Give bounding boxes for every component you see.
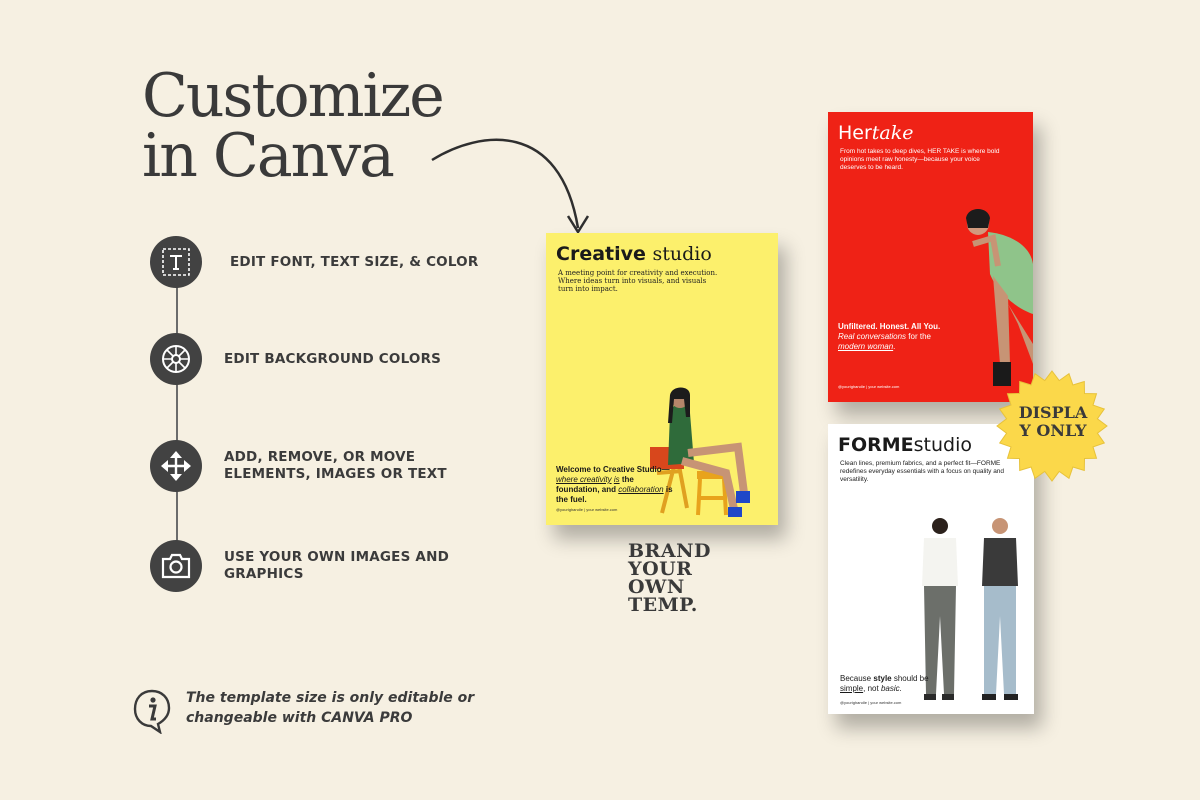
card-title [556, 243, 712, 265]
hero-title-line-1: Customize [142, 61, 443, 131]
move-arrows-icon [150, 440, 202, 492]
card-body: Clean lines, premium fabrics, and a perfect fit—FORME redefines everyday essentials with a focus on quality and versatility. [840, 460, 1005, 483]
note-line-1: The template size is only editable or [186, 690, 475, 706]
card-title [838, 434, 972, 456]
card-footer: @yourighandle | your website.com [840, 700, 902, 705]
card-caption [838, 322, 948, 352]
caption-part: the foundation, and [556, 475, 634, 494]
caption-part: style [873, 674, 892, 683]
timeline-line [176, 260, 178, 560]
feature-edit-background [150, 333, 441, 385]
caption-part: Welcome to Creative [556, 465, 635, 474]
feature-own-images [150, 540, 464, 592]
caption-part: . [893, 342, 896, 351]
display-only-text [1010, 404, 1096, 440]
caption-part: be [919, 674, 929, 683]
card-title-accent: take [871, 122, 914, 144]
card-title [838, 122, 914, 144]
feature-label: EDIT FONT, TEXT SIZE, & COLOR [230, 253, 479, 270]
caption-part: Because [840, 674, 872, 683]
template-card-creative-studio [546, 233, 778, 525]
brand-line: TEMP. [628, 594, 698, 616]
caption-part: is [613, 475, 620, 484]
brand-line: OWN [628, 576, 685, 598]
caption-part: modern woman [838, 342, 894, 351]
card-body: A meeting point for creativity and execution. Where ideas turn into visuals, and visuals turn into impact. [558, 269, 718, 293]
caption-part: , not [863, 684, 879, 693]
camera-icon [150, 540, 202, 592]
feature-move-elements [150, 440, 464, 492]
feature-label: EDIT BACKGROUND COLORS [224, 350, 442, 367]
note-text [186, 688, 474, 728]
card-caption [556, 465, 676, 505]
note-line-2: changeable with CANVA PRO [186, 710, 413, 726]
card-body: From hot takes to deep dives, HER TAKE is where bold opinions meet raw honesty—because your voice deserves to be heard. [840, 148, 1000, 171]
brand-line: BRAND [628, 540, 711, 562]
card-title-accent: studio [652, 243, 712, 265]
color-wheel-icon [150, 333, 202, 385]
brand-line: YOUR [628, 558, 693, 580]
caption-part: You. [923, 322, 941, 331]
caption-part: Unfiltered. Honest. All [838, 322, 922, 331]
card-footer: @yourighandle | your website.com [838, 384, 900, 389]
card-footer: @yourighandle | your website.com [556, 507, 618, 512]
caption-part: Studio— [636, 465, 670, 474]
feature-label: ADD, REMOVE, OR MOVE ELEMENTS, IMAGES OR TEXT [224, 449, 447, 482]
caption-part: should [893, 674, 918, 683]
card-title-main: Her [838, 122, 872, 144]
template-card-her-take [828, 112, 1033, 402]
canva-pro-note [132, 688, 474, 734]
feature-edit-font [150, 236, 478, 288]
caption-part: basic. [880, 684, 902, 693]
caption-part: Real conversations [838, 332, 907, 341]
badge-line: DISPLA [1018, 403, 1088, 422]
model-photo [938, 204, 1033, 394]
card-title-main: Creative [556, 243, 646, 265]
hero-title [142, 61, 443, 191]
card-title-main: FORME [838, 434, 914, 456]
info-bubble-icon [132, 688, 172, 734]
text-frame-icon [150, 236, 202, 288]
badge-line: Y ONLY [1019, 421, 1087, 440]
hero-title-line-2: in Canva [142, 121, 393, 191]
caption-part: collaboration [618, 485, 664, 494]
feature-label: USE YOUR OWN IMAGES AND GRAPHICS [224, 549, 449, 582]
card-title-accent: studio [913, 434, 973, 456]
caption-part: for the [908, 332, 931, 341]
caption-part: simple [840, 684, 864, 693]
caption-part: is the fuel. [556, 485, 673, 504]
card-caption [840, 674, 950, 694]
caption-part: where creativity [556, 475, 612, 484]
brand-your-own-temp [628, 542, 711, 614]
